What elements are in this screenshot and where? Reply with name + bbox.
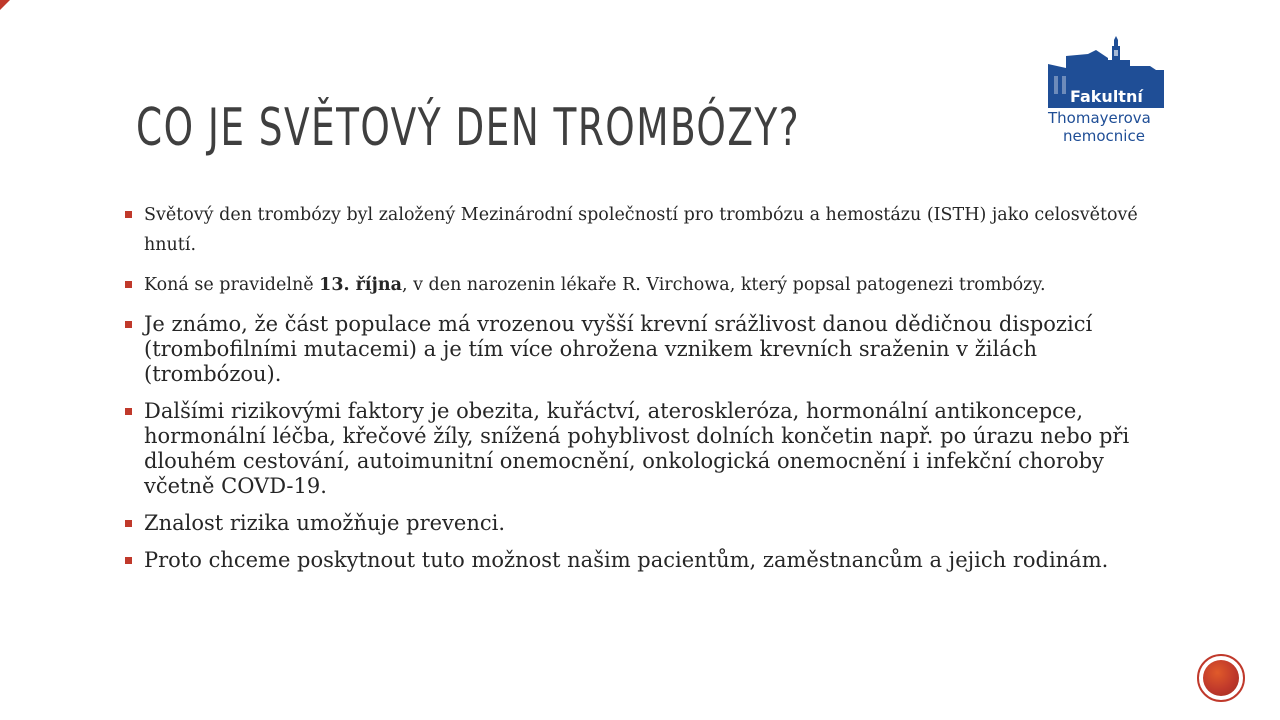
bullet-text: Proto chceme poskytnout tuto možnost našim pacientům, zaměstnancům a jejich rodinám. bbox=[144, 548, 1109, 572]
bullet-text: Světový den trombózy byl založený Mezinárodní společností pro trombózu a hemostázu (ISTH) jako celosvětové hnutí. bbox=[144, 205, 1138, 255]
bullet-square-icon bbox=[125, 281, 132, 288]
logo-text-line-1: Fakultní bbox=[1070, 87, 1143, 106]
hospital-logo bbox=[1044, 36, 1174, 146]
bullet-item bbox=[122, 312, 1172, 387]
bullet-text: Je známo, že část populace má vrozenou vyšší krevní srážlivost danou dědičnou dispozicí (trombofilními mutacemi) a je tím více ohrožena vznikem krevních sraženin v žilách (trombózou). bbox=[144, 312, 1093, 386]
bullet-list bbox=[122, 200, 1172, 573]
bullet-text-start: Koná se pravidelně bbox=[144, 275, 320, 295]
bullet-item bbox=[122, 548, 1172, 573]
logo-text-line-2: Thomayerova bbox=[1048, 109, 1151, 127]
slide-title: CO JE SVĚTOVÝ DEN TROMBÓZY? bbox=[136, 98, 801, 158]
bullet-text-date: 13. října bbox=[319, 275, 402, 295]
bullet-square-icon bbox=[125, 321, 132, 328]
bullet-item bbox=[122, 399, 1172, 499]
corner-decoration bbox=[0, 0, 28, 26]
bullet-text: Dalšími rizikovými faktory je obezita, kuřáctví, ateroskleróza, hormonální antikoncepce, hormonální léčba, křečové žíly, snížená pohyblivost dolních končetin např. po úrazu nebo při dlouhém cestování, autoimunitní onemocnění, onkologická onemocnění i infekční choroby včetně COVD-19. bbox=[144, 399, 1130, 498]
slide-nav-button[interactable] bbox=[1197, 654, 1245, 702]
bullet-square-icon bbox=[125, 408, 132, 415]
bullet-item bbox=[122, 200, 1172, 260]
logo-text-line-3: nemocnice bbox=[1063, 127, 1145, 145]
bullet-text: Znalost rizika umožňuje prevenci. bbox=[144, 511, 506, 535]
circle-icon bbox=[1203, 660, 1239, 696]
bullet-item bbox=[122, 511, 1172, 536]
bullet-square-icon bbox=[125, 520, 132, 527]
bullet-square-icon bbox=[125, 211, 132, 218]
bullet-square-icon bbox=[125, 557, 132, 564]
bullet-text-end: , v den narozenin lékaře R. Virchowa, který popsal patogenezi trombózy. bbox=[401, 275, 1046, 295]
bullet-item bbox=[122, 270, 1172, 300]
